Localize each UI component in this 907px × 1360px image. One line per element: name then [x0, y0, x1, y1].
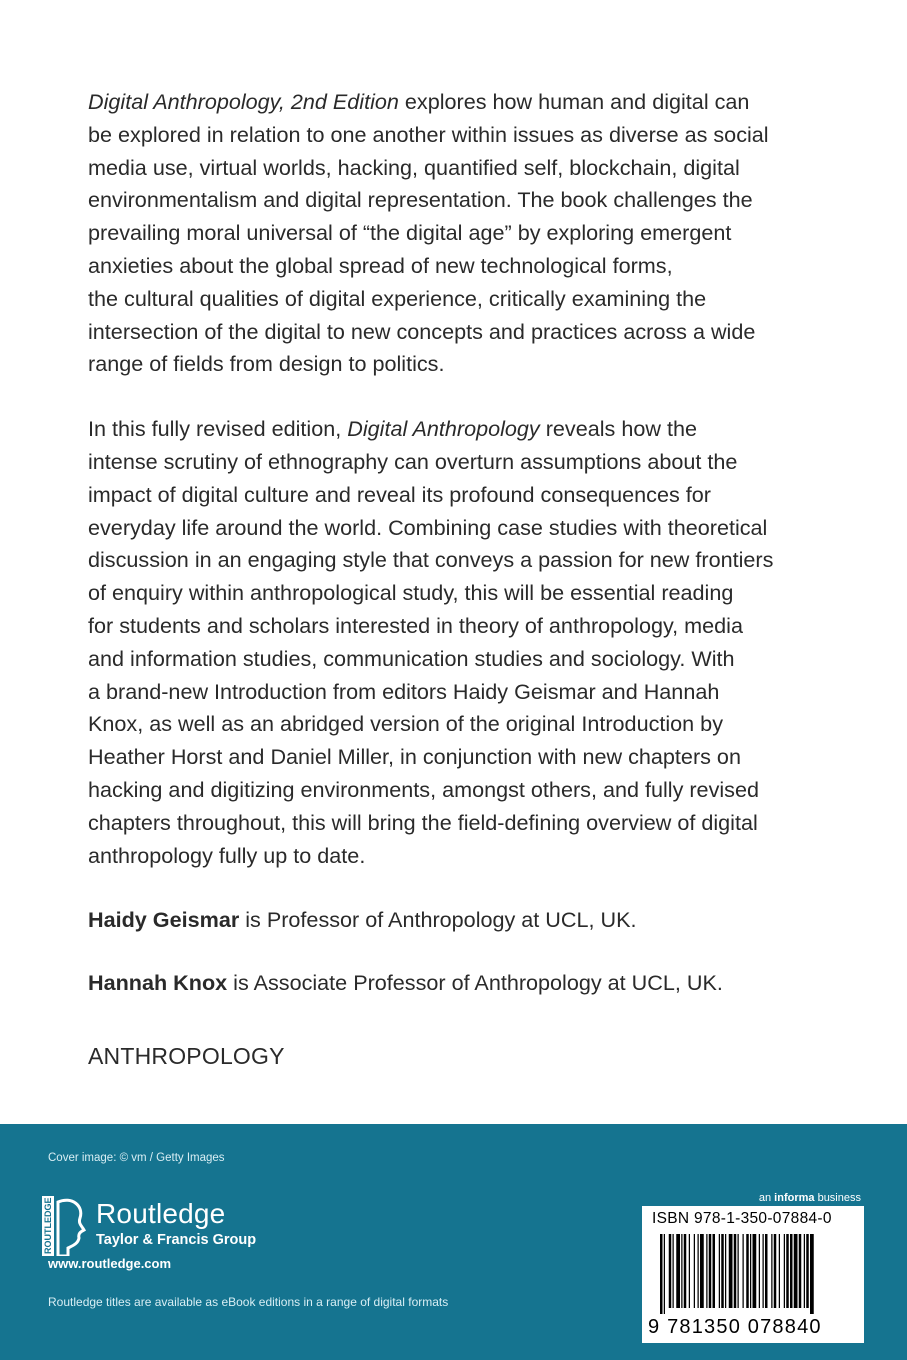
p1-line: prevailing moral universal of “the digital age” by exploring emergent	[88, 220, 732, 246]
p2-line: chapters throughout, this will bring the field-defining overview of digital	[88, 809, 758, 835]
routledge-head-icon	[42, 1196, 92, 1256]
editor-bio-knox	[88, 967, 828, 1000]
publisher-group: Taylor & Francis Group	[96, 1232, 257, 1248]
p2-line: of enquiry within anthropological study, this will be essential reading	[88, 580, 734, 606]
editor-bio-text: is Professor of Anthropology at UCL, UK.	[239, 907, 637, 933]
editor-bio-geismar	[88, 904, 828, 937]
p2-line: intense scrutiny of ethnography can overturn assumptions about the	[88, 448, 738, 474]
cover-credit: Cover image: © vm / Getty Images	[48, 1152, 225, 1164]
p2-line: Heather Horst and Daniel Miller, in conjunction with new chapters on	[88, 744, 741, 770]
informa-tagline	[759, 1192, 861, 1204]
p2-intro: In this fully revised edition,	[88, 416, 348, 442]
p2-line: and information studies, communication studies and sociology. With	[88, 645, 735, 671]
p2-line: reveals how the	[539, 416, 697, 442]
p1-line: media use, virtual worlds, hacking, quantified self, blockchain, digital	[88, 154, 740, 180]
p2-line: Knox, as well as an abridged version of the original Introduction by	[88, 711, 723, 737]
p1-line: range of fields from design to politics.	[88, 351, 445, 377]
p2-line: anthropology fully up to date.	[88, 842, 366, 868]
editor-bio-text: is Associate Professor of Anthropology at UCL, UK.	[227, 970, 723, 996]
informa-brand: informa	[774, 1192, 815, 1204]
p1-line: environmentalism and digital representation. The book challenges the	[88, 187, 753, 213]
book-title-italic: Digital Anthropology	[347, 416, 540, 442]
subject-category: ANTHROPOLOGY	[88, 1042, 285, 1069]
isbn-label: ISBN 978-1-350-07884-0	[652, 1210, 832, 1227]
p1-line: be explored in relation to one another within issues as diverse as social	[88, 121, 769, 147]
p2-line: impact of digital culture and reveal its profound consequences for	[88, 481, 711, 507]
description-paragraph-1	[88, 86, 828, 381]
p1-line: intersection of the digital to new concepts and practices across a wide	[88, 318, 756, 344]
book-title-italic: Digital Anthropology, 2nd Edition	[88, 89, 399, 114]
back-cover-text	[88, 86, 828, 1073]
p2-line: for students and scholars interested in theory of anthropology, media	[88, 612, 743, 638]
publisher-name: Routledge	[96, 1198, 226, 1229]
ebook-availability-note: Routledge titles are available as eBook editions in a range of digital formats	[48, 1295, 449, 1309]
publisher-footer-band	[0, 1124, 907, 1360]
barcode-icon	[660, 1234, 850, 1314]
publisher-url[interactable]: www.routledge.com	[48, 1256, 172, 1271]
editor-name: Haidy Geismar	[88, 907, 240, 933]
p1-line: explores how human and digital can	[398, 89, 750, 114]
description-paragraph-2	[88, 413, 828, 872]
p2-line: discussion in an engaging style that conveys a passion for new frontiers	[88, 547, 774, 573]
p1-line: anxieties about the global spread of new technological forms,	[88, 252, 673, 278]
informa-suffix: business	[814, 1192, 861, 1204]
barcode-digits: 9 781350 078840	[648, 1316, 822, 1338]
informa-prefix: an	[758, 1192, 775, 1204]
p2-line: a brand-new Introduction from editors Haidy Geismar and Hannah	[88, 678, 720, 704]
p1-line: the cultural qualities of digital experience, critically examining the	[88, 285, 707, 311]
routledge-logo[interactable]	[42, 1196, 272, 1286]
editor-name: Hannah Knox	[88, 970, 228, 996]
logo-vertical-text: ROUTLEDGE	[43, 1197, 53, 1254]
p2-line: everyday life around the world. Combining case studies with theoretical	[88, 514, 768, 540]
p2-line: hacking and digitizing environments, amongst others, and fully revised	[88, 776, 759, 802]
isbn-barcode	[642, 1206, 864, 1343]
